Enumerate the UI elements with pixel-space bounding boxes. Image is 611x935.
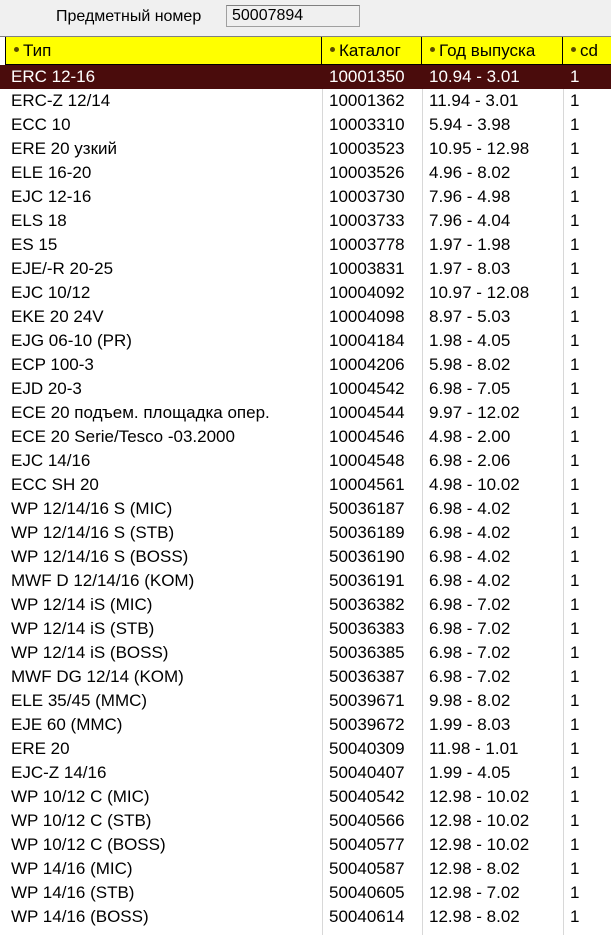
cell-catalog: 50040577 bbox=[329, 835, 405, 854]
cell-catalog: 50036382 bbox=[329, 595, 405, 614]
cell-cd: 1 bbox=[570, 667, 580, 686]
cell-catalog: 50040614 bbox=[329, 907, 405, 926]
cell-type: ERC-Z 12/14 bbox=[11, 91, 111, 110]
cell-catalog: 10004184 bbox=[329, 331, 405, 350]
cell-cd: 1 bbox=[570, 523, 580, 542]
cell-year: 9.98 - 8.02 bbox=[429, 691, 511, 710]
cell-type: ECE 20 Serie/Tesco -03.2000 bbox=[11, 427, 235, 446]
cell-type: MWF DG 12/14 (KOM) bbox=[11, 667, 184, 686]
cell-type: WP 10/12 C (STB) bbox=[11, 811, 152, 830]
table-row[interactable] bbox=[0, 593, 611, 617]
sort-dot-icon bbox=[571, 47, 576, 52]
cell-type: MWF D 12/14/16 (KOM) bbox=[11, 571, 195, 590]
cell-year: 6.98 - 4.02 bbox=[429, 523, 511, 542]
part-number-label: Предметный номер bbox=[56, 8, 202, 25]
column-header-label: cd bbox=[580, 41, 598, 60]
cell-year: 12.98 - 7.02 bbox=[429, 883, 520, 902]
cell-type: WP 10/12 C (BOSS) bbox=[11, 835, 166, 854]
cell-cd: 1 bbox=[570, 691, 580, 710]
cell-cd: 1 bbox=[570, 283, 580, 302]
cell-type: ECC 10 bbox=[11, 115, 71, 134]
cell-catalog: 50040587 bbox=[329, 859, 405, 878]
cell-type: ELE 35/45 (MMC) bbox=[11, 691, 148, 710]
table-row[interactable] bbox=[0, 857, 611, 881]
table-row[interactable] bbox=[0, 209, 611, 233]
cell-catalog: 50040407 bbox=[329, 763, 405, 782]
cell-cd: 1 bbox=[570, 811, 580, 830]
cell-year: 1.97 - 8.03 bbox=[429, 259, 511, 278]
cell-catalog: 10003778 bbox=[329, 235, 405, 254]
sort-dot-icon bbox=[330, 47, 335, 52]
table-row[interactable] bbox=[0, 761, 611, 785]
cell-cd: 1 bbox=[570, 187, 580, 206]
part-number-field[interactable]: 50007894 bbox=[226, 5, 360, 27]
cell-type: EJC 12-16 bbox=[11, 187, 92, 206]
cell-cd: 1 bbox=[570, 379, 580, 398]
cell-year: 6.98 - 7.02 bbox=[429, 667, 511, 686]
cell-year: 7.96 - 4.98 bbox=[429, 187, 511, 206]
cell-type: EJC 10/12 bbox=[11, 283, 91, 302]
cell-type: ECP 100-3 bbox=[11, 355, 94, 374]
cell-year: 10.95 - 12.98 bbox=[429, 139, 530, 158]
table-row[interactable] bbox=[0, 89, 611, 113]
cell-type: WP 14/16 (MIC) bbox=[11, 859, 133, 878]
cell-cd: 1 bbox=[570, 67, 580, 86]
cell-cd: 1 bbox=[570, 307, 580, 326]
table-row[interactable] bbox=[0, 497, 611, 521]
cell-year: 7.96 - 4.04 bbox=[429, 211, 511, 230]
cell-cd: 1 bbox=[570, 835, 580, 854]
cell-catalog: 50040566 bbox=[329, 811, 405, 830]
cell-cd: 1 bbox=[570, 907, 580, 926]
cell-cd: 1 bbox=[570, 739, 580, 758]
cell-type: ELS 18 bbox=[11, 211, 67, 230]
cell-type: WP 10/12 C (MIC) bbox=[11, 787, 150, 806]
cell-catalog: 10004546 bbox=[329, 427, 405, 446]
cell-year: 1.99 - 8.03 bbox=[429, 715, 511, 734]
table-row[interactable] bbox=[0, 833, 611, 857]
cell-year: 12.98 - 10.02 bbox=[429, 811, 530, 830]
table-row[interactable] bbox=[0, 329, 611, 353]
cell-type: EKE 20 24V bbox=[11, 307, 104, 326]
cell-catalog: 50036190 bbox=[329, 547, 405, 566]
cell-year: 10.97 - 12.08 bbox=[429, 283, 530, 302]
cell-catalog: 10003310 bbox=[329, 115, 405, 134]
cell-cd: 1 bbox=[570, 115, 580, 134]
cell-year: 1.98 - 4.05 bbox=[429, 331, 511, 350]
table-row[interactable] bbox=[0, 809, 611, 833]
cell-type: WP 12/14 iS (MIC) bbox=[11, 595, 153, 614]
cell-type: WP 12/14/16 S (MIC) bbox=[11, 499, 173, 518]
cell-type: EJG 06-10 (PR) bbox=[11, 331, 132, 350]
cell-year: 6.98 - 2.06 bbox=[429, 451, 511, 470]
cell-catalog: 10004548 bbox=[329, 451, 405, 470]
cell-catalog: 10003523 bbox=[329, 139, 405, 158]
cell-year: 5.94 - 3.98 bbox=[429, 115, 511, 134]
table-row[interactable] bbox=[0, 737, 611, 761]
table-row[interactable] bbox=[0, 401, 611, 425]
cell-catalog: 10004544 bbox=[329, 403, 405, 422]
cell-type: WP 14/16 (BOSS) bbox=[11, 907, 149, 926]
table-row[interactable] bbox=[0, 281, 611, 305]
cell-year: 12.98 - 8.02 bbox=[429, 859, 520, 878]
cell-cd: 1 bbox=[570, 331, 580, 350]
column-header-catalog[interactable] bbox=[322, 37, 422, 65]
table-row[interactable] bbox=[0, 689, 611, 713]
table-row[interactable] bbox=[0, 521, 611, 545]
cell-catalog: 10004542 bbox=[329, 379, 405, 398]
cell-type: ECC SH 20 bbox=[11, 475, 99, 494]
cell-year: 12.98 - 8.02 bbox=[429, 907, 520, 926]
cell-type: WP 14/16 (STB) bbox=[11, 883, 135, 902]
table-row[interactable] bbox=[0, 353, 611, 377]
cell-cd: 1 bbox=[570, 859, 580, 878]
table-row[interactable] bbox=[0, 113, 611, 137]
cell-catalog: 10003733 bbox=[329, 211, 405, 230]
cell-type: WP 12/14/16 S (STB) bbox=[11, 523, 175, 542]
table-row[interactable] bbox=[0, 473, 611, 497]
cell-cd: 1 bbox=[570, 595, 580, 614]
cell-type: EJE/-R 20-25 bbox=[11, 259, 114, 278]
cell-catalog: 50040309 bbox=[329, 739, 405, 758]
sort-dot-icon bbox=[430, 47, 435, 52]
cell-type: EJE 60 (MMC) bbox=[11, 715, 123, 734]
cell-year: 6.98 - 4.02 bbox=[429, 547, 511, 566]
cell-catalog: 10004098 bbox=[329, 307, 405, 326]
cell-catalog: 50036387 bbox=[329, 667, 405, 686]
cell-cd: 1 bbox=[570, 211, 580, 230]
cell-cd: 1 bbox=[570, 547, 580, 566]
cell-type: WP 12/14 iS (BOSS) bbox=[11, 643, 169, 662]
cell-cd: 1 bbox=[570, 235, 580, 254]
cell-type: ES 15 bbox=[11, 235, 58, 254]
cell-type: ERC 12-16 bbox=[11, 67, 96, 86]
cell-year: 12.98 - 10.02 bbox=[429, 835, 530, 854]
cell-cd: 1 bbox=[570, 139, 580, 158]
table-row[interactable] bbox=[0, 305, 611, 329]
cell-cd: 1 bbox=[570, 451, 580, 470]
cell-year: 1.97 - 1.98 bbox=[429, 235, 511, 254]
cell-year: 6.98 - 7.02 bbox=[429, 595, 511, 614]
table-row[interactable] bbox=[0, 785, 611, 809]
cell-year: 6.98 - 4.02 bbox=[429, 571, 511, 590]
cell-type: ECE 20 подъем. площадка опер. bbox=[11, 403, 270, 422]
cell-year: 5.98 - 8.02 bbox=[429, 355, 511, 374]
cell-year: 10.94 - 3.01 bbox=[429, 67, 520, 86]
cell-cd: 1 bbox=[570, 91, 580, 110]
cell-cd: 1 bbox=[570, 259, 580, 278]
top-bar bbox=[0, 0, 611, 36]
cell-year: 6.98 - 7.02 bbox=[429, 643, 511, 662]
cell-catalog: 10001362 bbox=[329, 91, 405, 110]
cell-cd: 1 bbox=[570, 571, 580, 590]
cell-type: EJC-Z 14/16 bbox=[11, 763, 107, 782]
cell-catalog: 10003831 bbox=[329, 259, 405, 278]
cell-year: 6.98 - 7.05 bbox=[429, 379, 511, 398]
table-row[interactable] bbox=[0, 185, 611, 209]
cell-catalog: 50039671 bbox=[329, 691, 405, 710]
table-row[interactable] bbox=[0, 137, 611, 161]
table-row[interactable] bbox=[0, 617, 611, 641]
cell-catalog: 10004561 bbox=[329, 475, 405, 494]
cell-catalog: 50040542 bbox=[329, 787, 405, 806]
table-row[interactable] bbox=[0, 425, 611, 449]
cell-catalog: 50036383 bbox=[329, 619, 405, 638]
column-header-label: Тип bbox=[23, 41, 52, 60]
cell-cd: 1 bbox=[570, 715, 580, 734]
table-row[interactable] bbox=[0, 545, 611, 569]
cell-catalog: 50036187 bbox=[329, 499, 405, 518]
cell-catalog: 50039672 bbox=[329, 715, 405, 734]
cell-year: 4.98 - 10.02 bbox=[429, 475, 520, 494]
cell-cd: 1 bbox=[570, 619, 580, 638]
cell-type: ELE 16-20 bbox=[11, 163, 92, 182]
table-row[interactable] bbox=[0, 665, 611, 689]
cell-type: WP 12/14/16 S (BOSS) bbox=[11, 547, 189, 566]
table-row[interactable] bbox=[0, 377, 611, 401]
cell-cd: 1 bbox=[570, 355, 580, 374]
sort-dot-icon bbox=[14, 47, 19, 52]
cell-cd: 1 bbox=[570, 475, 580, 494]
cell-catalog: 10003526 bbox=[329, 163, 405, 182]
table-row[interactable] bbox=[0, 257, 611, 281]
cell-year: 11.94 - 3.01 bbox=[429, 91, 519, 110]
cell-year: 4.98 - 2.00 bbox=[429, 427, 511, 446]
cell-catalog: 10004092 bbox=[329, 283, 405, 302]
column-header-cd[interactable] bbox=[563, 37, 611, 65]
cell-type: EJD 20-3 bbox=[11, 379, 82, 398]
cell-year: 12.98 - 10.02 bbox=[429, 787, 530, 806]
table-row[interactable] bbox=[0, 449, 611, 473]
cell-cd: 1 bbox=[570, 499, 580, 518]
table-body bbox=[0, 65, 611, 929]
table-row[interactable] bbox=[0, 641, 611, 665]
table-row[interactable] bbox=[0, 881, 611, 905]
cell-catalog: 50036385 bbox=[329, 643, 405, 662]
cell-cd: 1 bbox=[570, 883, 580, 902]
column-header-year[interactable] bbox=[422, 37, 563, 65]
cell-year: 4.96 - 8.02 bbox=[429, 163, 511, 182]
cell-year: 6.98 - 7.02 bbox=[429, 619, 511, 638]
table-row[interactable] bbox=[0, 569, 611, 593]
cell-cd: 1 bbox=[570, 427, 580, 446]
table-row[interactable] bbox=[0, 161, 611, 185]
cell-type: EJC 14/16 bbox=[11, 451, 91, 470]
model-grid bbox=[0, 36, 611, 935]
cell-cd: 1 bbox=[570, 163, 580, 182]
cell-catalog: 50036189 bbox=[329, 523, 405, 542]
cell-catalog: 50040605 bbox=[329, 883, 405, 902]
column-header-label: Год выпуска bbox=[439, 41, 536, 60]
cell-catalog: 10004206 bbox=[329, 355, 405, 374]
cell-catalog: 10001350 bbox=[329, 67, 405, 86]
cell-cd: 1 bbox=[570, 643, 580, 662]
cell-year: 6.98 - 4.02 bbox=[429, 499, 511, 518]
cell-year: 11.98 - 1.01 bbox=[429, 739, 519, 758]
cell-year: 8.97 - 5.03 bbox=[429, 307, 511, 326]
cell-type: WP 12/14 iS (STB) bbox=[11, 619, 155, 638]
column-header-label: Каталог bbox=[339, 41, 401, 60]
table-row[interactable] bbox=[0, 713, 611, 737]
table-row[interactable] bbox=[0, 905, 611, 929]
cell-catalog: 10003730 bbox=[329, 187, 405, 206]
cell-type: ERE 20 узкий bbox=[11, 139, 118, 158]
cell-catalog: 50036191 bbox=[329, 571, 405, 590]
cell-cd: 1 bbox=[570, 763, 580, 782]
column-header-type[interactable] bbox=[5, 37, 322, 65]
table-row-selected[interactable] bbox=[0, 65, 611, 89]
cell-cd: 1 bbox=[570, 787, 580, 806]
cell-cd: 1 bbox=[570, 403, 580, 422]
table-row[interactable] bbox=[0, 233, 611, 257]
cell-year: 1.99 - 4.05 bbox=[429, 763, 511, 782]
cell-type: ERE 20 bbox=[11, 739, 70, 758]
cell-year: 9.97 - 12.02 bbox=[429, 403, 520, 422]
